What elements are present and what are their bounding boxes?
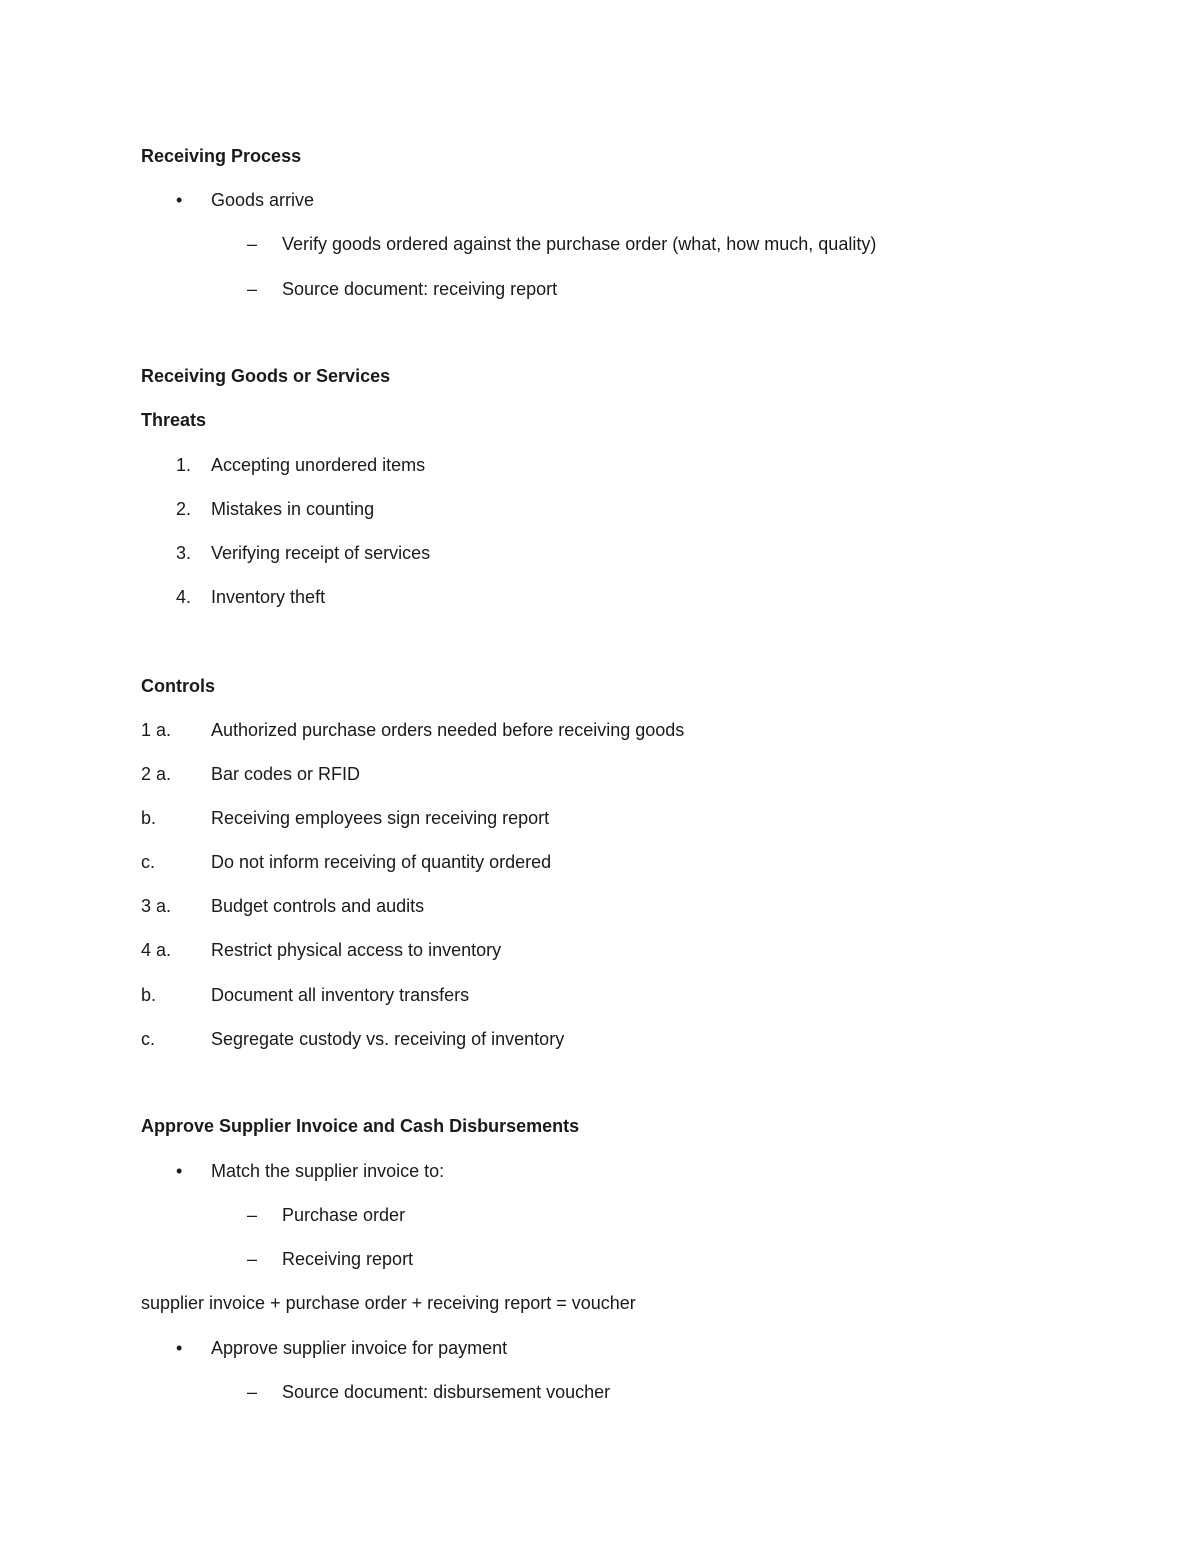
control-label: 2 a.: [141, 764, 172, 784]
sub-item-receiving-report: Receiving report: [282, 1249, 414, 1269]
threat-number: 2.: [176, 499, 192, 519]
control-item: Segregate custody vs. receiving of inventory: [211, 1029, 565, 1049]
control-item: Document all inventory transfers: [211, 985, 470, 1005]
threat-number: 3.: [176, 543, 192, 563]
bullet-marker: •: [176, 1161, 183, 1181]
heading-approve-supplier-invoice: Approve Supplier Invoice and Cash Disbursements: [141, 1116, 580, 1136]
threat-number: 4.: [176, 587, 192, 607]
sub-item-purchase-order: Purchase order: [282, 1205, 406, 1225]
control-label: 3 a.: [141, 896, 172, 916]
threat-item: Verifying receipt of services: [211, 543, 431, 563]
sub-item-source-document: Source document: receiving report: [282, 279, 558, 299]
heading-receiving-process: Receiving Process: [141, 146, 302, 166]
bullet-marker: •: [176, 1338, 183, 1358]
threat-number: 1.: [176, 455, 192, 475]
control-label: c.: [141, 1029, 156, 1049]
bullet-approve-payment: Approve supplier invoice for payment: [211, 1338, 508, 1358]
control-label: b.: [141, 985, 157, 1005]
voucher-equation: supplier invoice + purchase order + receiving report = voucher: [141, 1293, 636, 1313]
dash-marker: –: [247, 1382, 258, 1402]
control-item: Do not inform receiving of quantity ordered: [211, 852, 552, 872]
threat-item: Mistakes in counting: [211, 499, 375, 519]
dash-marker: –: [247, 1205, 258, 1225]
bullet-match-invoice: Match the supplier invoice to:: [211, 1161, 445, 1181]
sub-item-disbursement-voucher: Source document: disbursement voucher: [282, 1382, 611, 1402]
control-label: b.: [141, 808, 157, 828]
bullet-marker: •: [176, 190, 183, 210]
dash-marker: –: [247, 279, 258, 299]
control-item: Restrict physical access to inventory: [211, 940, 502, 960]
bullet-goods-arrive: Goods arrive: [211, 190, 315, 210]
threat-item: Accepting unordered items: [211, 455, 426, 475]
heading-controls: Controls: [141, 676, 215, 696]
threat-item: Inventory theft: [211, 587, 326, 607]
heading-threats: Threats: [141, 410, 207, 430]
control-item: Authorized purchase orders needed before receiving goods: [211, 720, 685, 740]
dash-marker: –: [247, 234, 258, 254]
heading-receiving-goods: Receiving Goods or Services: [141, 366, 391, 386]
control-label: c.: [141, 852, 156, 872]
control-label: 1 a.: [141, 720, 172, 740]
control-item: Bar codes or RFID: [211, 764, 361, 784]
control-item: Receiving employees sign receiving report: [211, 808, 550, 828]
dash-marker: –: [247, 1249, 258, 1269]
control-label: 4 a.: [141, 940, 172, 960]
sub-item-verify-goods: Verify goods ordered against the purchase order (what, how much, quality): [282, 234, 877, 254]
control-item: Budget controls and audits: [211, 896, 425, 916]
